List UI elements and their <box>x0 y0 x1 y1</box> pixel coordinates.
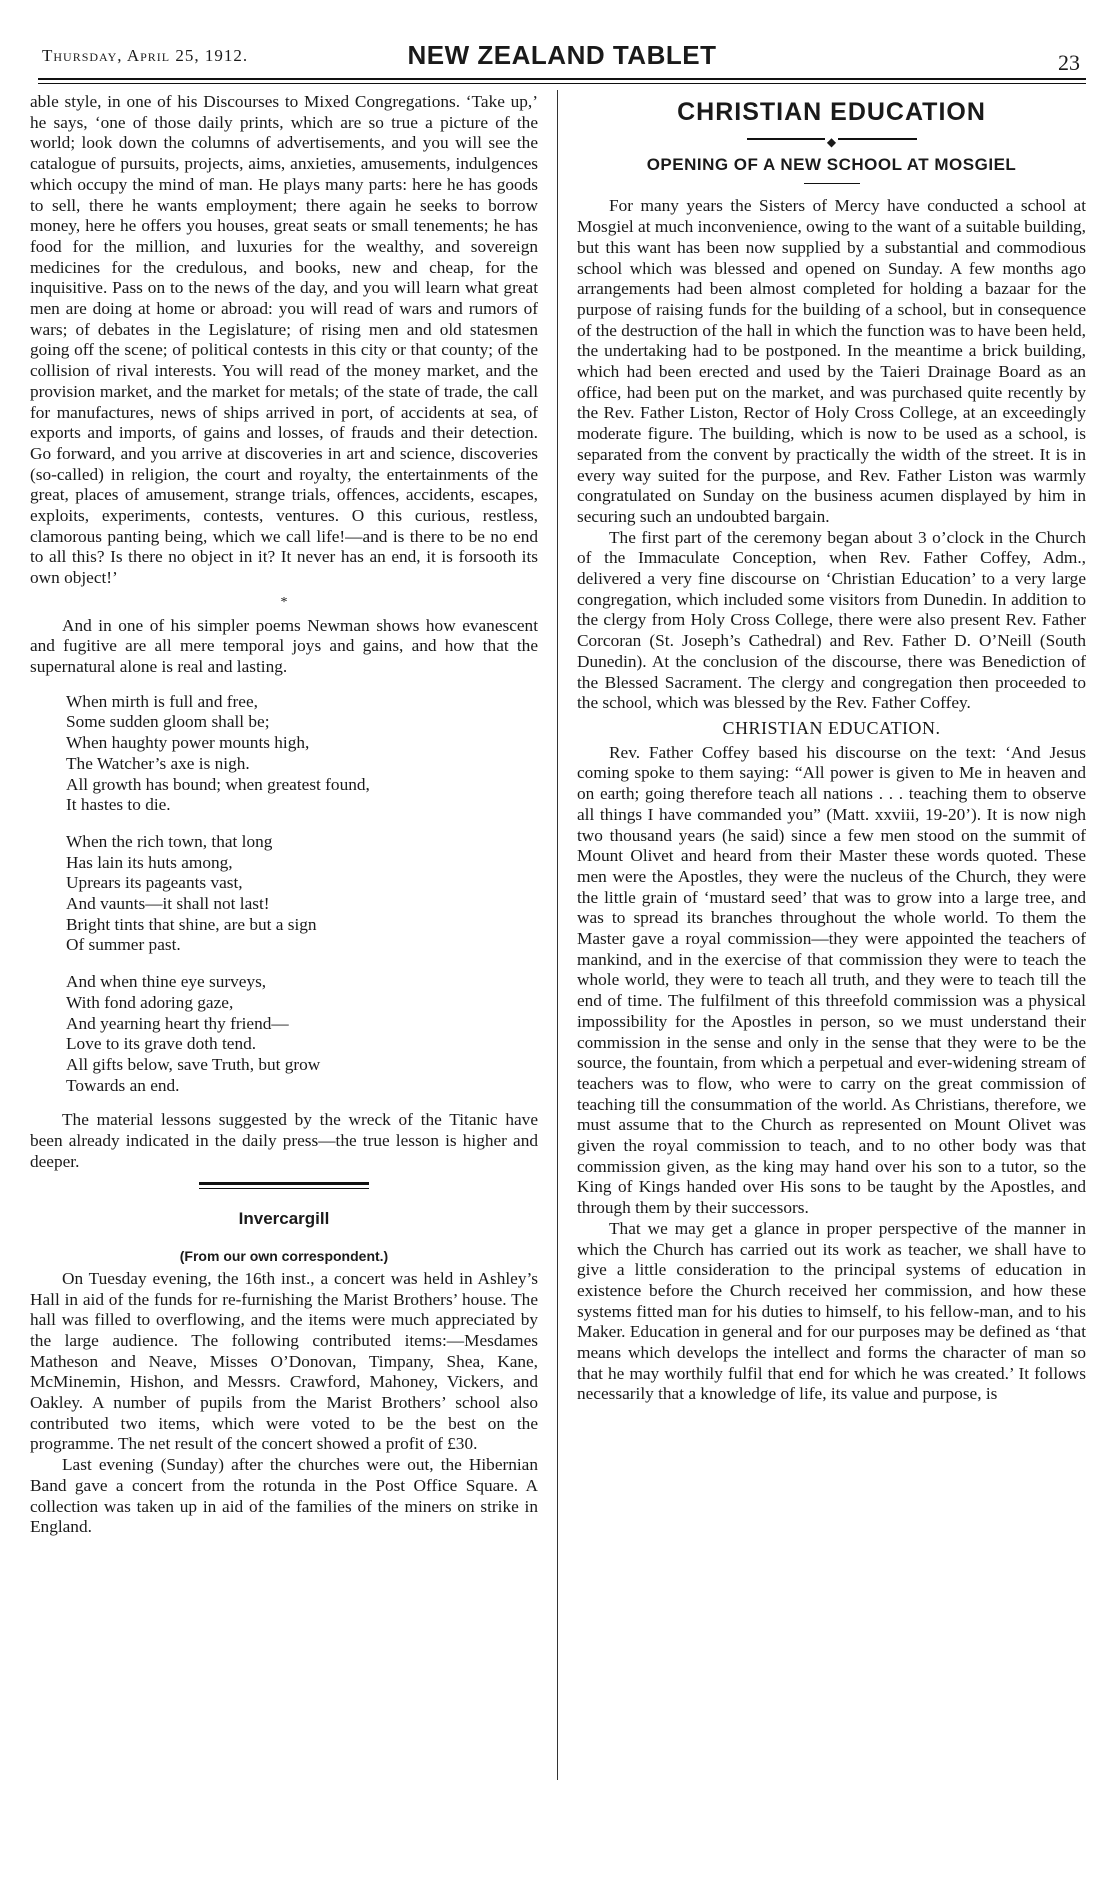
concert-paragraph: On Tuesday evening, the 16th inst., a concert was held in Ashley’s Hall in aid of the funds for re-furnishing the Marist Brothers’ house. The hall was filled to overflowing, and the items were much appreciated by the large audience. The following contributed items:—Mesdames Matheson and Neave, Misses O’Donovan, Timpany, Shea, Kane, McMinemin, Hishon, and Messrs. Crawford, Mahoney, Vickers, and Oakley. A number of pupils from the Marist Brothers’ school also contributed two items, which were voted to be the best on the programme. The net result of the concert showed a profit of £30. <box>30 1268 538 1454</box>
column-divider <box>557 90 558 1780</box>
poem-line: When the rich town, that long <box>66 831 273 851</box>
discourse-subheading: CHRISTIAN EDUCATION. <box>722 717 941 738</box>
poem-line: Uprears its pageants vast, <box>66 873 243 893</box>
poem-line: Love to its grave doth tend. <box>66 1034 257 1054</box>
poem-line: And yearning heart thy friend— <box>66 1013 289 1033</box>
poem-line: Of summer past. <box>66 935 181 955</box>
poem-line: Towards an end. <box>66 1075 180 1095</box>
header-rule-thin <box>38 83 1086 84</box>
section-asterisk: * <box>280 594 288 610</box>
poem-line: Bright tints that shine, are but a sign <box>66 914 317 934</box>
poem-line: All growth has bound; when greatest found, <box>66 774 370 794</box>
poem-line: Some sudden gloom shall be; <box>66 712 270 732</box>
education-systems-paragraph: That we may get a glance in proper perspective of the manner in which the Church has carried out its work as teacher, we shall have to give a little consideration to the principal systems of education in existence before the Church received her commission, and how these systems fitted man for his duties to himself, to his fellow-man, and to his Maker. Education in general and for our purposes may be defined as ‘that means which develops the intellect and forms the character of man so that he may worthily fulfil that end for which he was created.’ It follows necessarily that a knowledge of life, its value and purpose, is <box>577 1218 1086 1404</box>
issue-date: Thursday, April 25, 1912. <box>42 46 249 65</box>
poem-stanza-3 <box>66 972 538 1096</box>
poem-line: Has lain its huts among, <box>66 852 233 872</box>
poem-stanza-1 <box>66 692 538 816</box>
poem-line: With fond adoring gaze, <box>66 992 234 1012</box>
poem-line: The Watcher’s axe is nigh. <box>66 753 250 773</box>
invercargill-heading: Invercargill <box>238 1209 330 1229</box>
newman-discourse-paragraph: able style, in one of his Discourses to Mixed Congregations. ‘Take up,’ he says, ‘one of those daily prints, which are so true a picture of the world; look down the columns of advertisements, and you will see the catalogue of pursuits, projects, aims, anxieties, amusements, indulgences which occupy the mind of man. He plays many parts: here he has goods to sell, there he wants employment; there again he seeks to borrow money, here he offers you houses, great seats or small tenements; he has food for the million, and luxuries for the wealthy, and sovereign medicines for the credulous, and books, new and cheap, for the inquisitive. Pass on to the news of the day, and you will learn what great men are doing at home or abroad: you will read of wars and rumors of wars; of debates in the Legislature; of rising men and old statesmen going off the scene; of political contests in this city or that county; of the collision of rival interests. You will read of the money market, and the provision market, and the market for metals; of the state of trade, the call for manufactures, news of ships arrived in port, of accidents at sea, of exports and imports, of gains and losses, of frauds and their detection. Go forward, and you arrive at discoveries in art and science, discoveries (so-called) in religion, the court and royalty, the entertainments of the great, places of amusement, strange trials, offences, accidents, escapes, exploits, experiments, contests, ventures. O this curious, restless, clamorous panting being, which we call life!—and is there to be no end to all this? Is there no object in it? It never has an end, it is forsooth its own object!’ <box>30 92 538 588</box>
correspondent-byline: (From our own correspondent.) <box>179 1248 389 1265</box>
newman-poem <box>66 692 538 1097</box>
subtitle-rule <box>804 183 860 184</box>
poem-line: When haughty power mounts high, <box>66 733 310 753</box>
article-title: CHRISTIAN EDUCATION <box>677 98 986 126</box>
poem-stanza-2 <box>66 832 538 956</box>
poem-line: And vaunts—it shall not last! <box>66 894 270 914</box>
poem-line: It hastes to die. <box>66 795 171 815</box>
right-column <box>577 92 1086 1405</box>
poem-line: And when thine eye surveys, <box>66 972 267 992</box>
article-subtitle: OPENING OF A NEW SCHOOL AT MOSGIEL <box>646 154 1017 174</box>
band-concert-paragraph: Last evening (Sunday) after the churches were out, the Hibernian Band gave a concert from the rotunda in the Post Office Square. A collection was taken up in aid of the families of the miners on strike in England. <box>30 1455 538 1537</box>
page-header <box>38 40 1086 80</box>
page-number: 23 <box>1058 50 1080 75</box>
title-ornament <box>577 131 1086 147</box>
poem-line: When mirth is full and free, <box>66 691 258 711</box>
mosgiel-school-paragraph: For many years the Sisters of Mercy have conducted a school at Mosgiel at much inconvenience, owing to the want of a suitable building, but this want has been now supplied by a substantial and commodious school which was blessed and opened on Sunday. A few months ago arrangements had been almost completed for holding a bazaar for the purpose of raising funds for the building of a school, but in consequence of the destruction of the hall in which the function was to have been held, the undertaking had to be postponed. In the meantime a brick building, which had been erected and used by the Taieri Drainage Board as an office, had been put on the market, and was purchased quite recently by the Rev. Father Liston, Rector of Holy Cross College, at an exceedingly moderate figure. The building, which is now to be used as a school, is separated from the convent by practically the width of the street. It is in every way suited for the purpose, and Rev. Father Liston was warmly congratulated on Sunday on the business acumen displayed by him in securing such an undoubted bargain. <box>577 196 1086 526</box>
newman-poem-intro: And in one of his simpler poems Newman shows how evanescent and fugitive are all mere temporal joys and gains, and how that the supernatural alone is real and lasting. <box>30 615 538 676</box>
left-column <box>30 92 538 1538</box>
titanic-lesson-paragraph: The material lessons suggested by the wreck of the Titanic have been already indicated in the daily press—the true lesson is higher and deeper. <box>30 1110 538 1171</box>
section-divider <box>199 1182 369 1189</box>
poem-line: All gifts below, save Truth, but grow <box>66 1054 321 1074</box>
diamond-icon: ◆ <box>826 134 837 149</box>
header-rule <box>38 78 1086 80</box>
discourse-text-paragraph: Rev. Father Coffey based his discourse on the text: ‘And Jesus coming spoke to them saying: “All power is given to Me in heaven and on earth; going therefore teach all nations . . . teaching them to observe all things I have commanded you” (Matt. xxviii, 19-20’). It is now nigh two thousand years (he said) since a few men stood on the summit of Mount Olivet and heard from their Master these words quoted. These men were the Apostles, they were the nucleus of the Church, they were the little grain of ‘mustard seed’ that was to grow into a large tree, and was to spread its branches throughout the whole world. To them the Master gave a royal commission—they were appointed the teachers of mankind, and in the exercise of that commission they were to teach the whole world, they were to teach all truth, and they were to teach till the end of time. The fulfilment of this threefold commission was a physical impossibility for the Apostles in person, so we must understand their commission in the sense and only in the sense that they were to be the source, the fountain, from which a perpetual and ever-widening stream of teachers was to flow, who were to carry on the great commission of teaching till the consummation of the world. As Christians, therefore, we must assume that to the Church as represented on Mount Olivet was given the royal commission to teach, and to no other body was that commission given, as the king may hand over his son to a tutor, so the King of Kings handed over His sons to be taught by the Apostles, and through them by their successors. <box>577 742 1086 1218</box>
ceremony-paragraph: The first part of the ceremony began about 3 o’clock in the Church of the Immaculate Conception, when Rev. Father Coffey, Adm., delivered a very fine discourse on ‘Christian Education’ to a very large congregation, which included some visitors from Dunedin. In addition to the clergy from Holy Cross College, there were also present Rev. Father Corcoran (St. Joseph’s Cathedral) and Rev. Father D. O’Neill (South Dunedin). At the conclusion of the discourse, there was Benediction of the Blessed Sacrament. The clergy and congregation then proceeded to the school, which was blessed by the Rev. Father Coffey. <box>577 527 1086 713</box>
masthead-title: NEW ZEALAND TABLET <box>407 40 717 70</box>
